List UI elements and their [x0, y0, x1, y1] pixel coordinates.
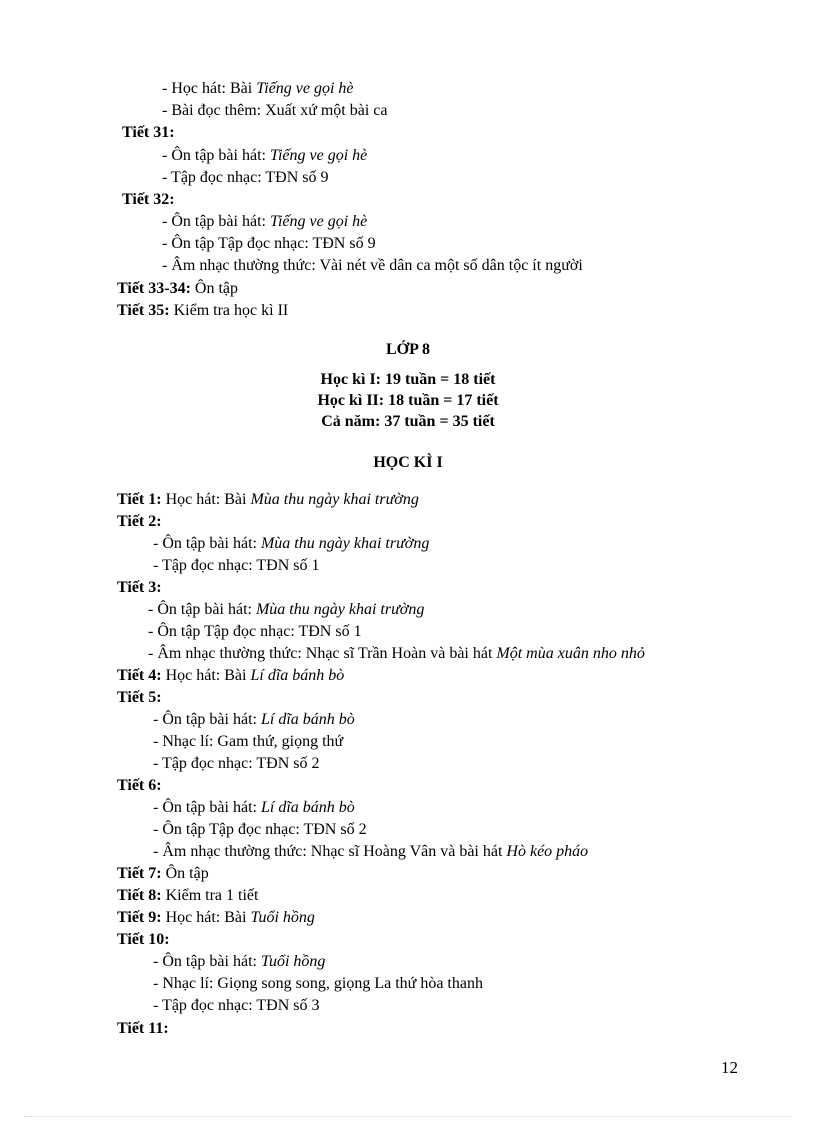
song-title: Mùa thu ngày khai trường: [260, 535, 430, 552]
song-title: Lí dĩa bánh bò: [260, 799, 355, 816]
lesson-line: [117, 907, 315, 929]
lesson-text: Học hát: Bài: [161, 491, 251, 508]
lesson-line: [117, 1018, 169, 1040]
summary-semester-1: Học kì I: 19 tuần = 18 tiết: [320, 371, 496, 388]
lesson-line: [117, 511, 162, 533]
list-item-text: - Ôn tập bài hát:: [153, 535, 261, 552]
list-item: [162, 233, 376, 255]
lesson-label: Tiết 1:: [117, 491, 162, 508]
lesson-text: Học hát: Bài: [161, 909, 251, 926]
list-item-text: - Bài đọc thêm: Xuất xứ một bài ca: [162, 102, 388, 119]
lesson-label: Tiết 3:: [117, 579, 162, 596]
list-item: [153, 797, 355, 819]
list-item: [153, 709, 355, 731]
lesson-line: [117, 929, 170, 951]
list-item-text: - Ôn tập Tập đọc nhạc: TĐN số 2: [153, 821, 367, 838]
list-item: [153, 533, 429, 555]
lesson-line: [117, 665, 344, 687]
list-item: [148, 621, 362, 643]
lesson-label: Tiết 32:: [122, 191, 175, 208]
lesson-line: [122, 122, 175, 144]
lesson-label: Tiết 11:: [117, 1020, 169, 1037]
list-item: [153, 995, 319, 1017]
song-title: Mùa thu ngày khai trường: [255, 601, 425, 618]
lesson-label: Tiết 10:: [117, 931, 170, 948]
lesson-line: [117, 489, 419, 511]
list-item-text: - Học hát: Bài: [162, 80, 257, 97]
list-item: [148, 643, 645, 665]
list-item: [153, 951, 325, 973]
list-item-text: - Ôn tập bài hát:: [162, 213, 270, 230]
list-item: [162, 255, 583, 277]
list-item-text: - Tập đọc nhạc: TĐN số 9: [162, 169, 329, 186]
list-item: [153, 973, 483, 995]
song-title: Tiếng ve gọi hè: [269, 147, 368, 164]
list-item-text: - Ôn tập bài hát:: [153, 799, 261, 816]
lesson-text: Ôn tập: [161, 865, 209, 882]
page-number: 12: [721, 1058, 738, 1077]
list-item: [153, 555, 319, 577]
lesson-label: Tiết 8:: [117, 887, 162, 904]
list-item-text: - Ôn tập bài hát:: [162, 147, 270, 164]
list-item: [162, 100, 388, 122]
song-title: Tiếng ve gọi hè: [269, 213, 368, 230]
lesson-label: Tiết 35:: [117, 302, 170, 319]
lesson-line: [117, 278, 238, 300]
lesson-line: [117, 577, 162, 599]
lesson-line: [117, 885, 258, 907]
song-title: Tuổi hồng: [260, 953, 326, 970]
song-title: Một mùa xuân nho nhỏ: [496, 645, 645, 662]
song-title: Lí dĩa bánh bò: [260, 711, 355, 728]
song-title: Mùa thu ngày khai trường: [250, 491, 419, 508]
lesson-line: [117, 687, 162, 709]
song-title: Lí dĩa bánh bò: [250, 667, 345, 684]
list-item: [148, 599, 424, 621]
lesson-text: Ôn tập: [190, 280, 239, 297]
lesson-line: [117, 863, 209, 885]
list-item-text: - Tập đọc nhạc: TĐN số 1: [153, 557, 320, 574]
list-item-text: - Ôn tập Tập đọc nhạc: TĐN số 9: [162, 235, 376, 252]
lesson-label: Tiết 9:: [117, 909, 162, 926]
list-item: [153, 819, 367, 841]
song-title: Tiếng ve gọi hè: [256, 80, 354, 97]
summary-semester-2: Học kì II: 18 tuần = 17 tiết: [317, 392, 499, 409]
song-title: Hò kéo pháo: [506, 843, 589, 860]
song-title: Tuổi hồng: [250, 909, 315, 926]
lesson-label: Tiết 6:: [117, 777, 162, 794]
list-item: [162, 78, 354, 100]
list-item-text: - Ôn tập bài hát:: [153, 953, 261, 970]
list-item-text: - Âm nhạc thường thức: Nhạc sĩ Hoàng Vân và bài hát: [153, 843, 507, 860]
lesson-text: Kiểm tra học kì II: [169, 302, 289, 319]
list-item-text: - Tập đọc nhạc: TĐN số 3: [153, 997, 320, 1014]
list-item: [153, 841, 588, 863]
lesson-text: Kiểm tra 1 tiết: [161, 887, 259, 904]
list-item: [153, 753, 319, 775]
list-item: [162, 167, 328, 189]
lesson-text: Học hát: Bài: [161, 667, 251, 684]
list-item-text: - Âm nhạc thường thức: Nhạc sĩ Trần Hoàn và bài hát: [148, 645, 497, 662]
list-item: [162, 211, 367, 233]
lesson-label: Tiết 2:: [117, 513, 162, 530]
lesson-label: Tiết 33-34:: [117, 280, 191, 297]
list-item-text: - Nhạc lí: Gam thứ, giọng thứ: [153, 733, 344, 750]
list-item-text: - Nhạc lí: Giọng song song, giọng La thứ hòa thanh: [153, 975, 483, 992]
list-item-text: - Ôn tập bài hát:: [148, 601, 256, 618]
list-item: [153, 731, 343, 753]
list-item-text: - Ôn tập Tập đọc nhạc: TĐN số 1: [148, 623, 362, 640]
class-heading: LỚP 8: [385, 341, 430, 358]
list-item-text: - Âm nhạc thường thức: Vài nét về dân ca một số dân tộc ít người: [162, 257, 583, 274]
lesson-line: [117, 300, 288, 322]
list-item-text: - Tập đọc nhạc: TĐN số 2: [153, 755, 320, 772]
semester-heading: HỌC KÌ I: [373, 454, 443, 471]
lesson-label: Tiết 31:: [122, 124, 175, 141]
page-bottom-divider: [24, 1116, 792, 1117]
lesson-label: Tiết 7:: [117, 865, 162, 882]
lesson-line: [122, 189, 175, 211]
list-item-text: - Ôn tập bài hát:: [153, 711, 261, 728]
lesson-line: [117, 775, 162, 797]
lesson-label: Tiết 4:: [117, 667, 162, 684]
summary-year: Cả năm: 37 tuần = 35 tiết: [321, 413, 495, 430]
list-item: [162, 145, 367, 167]
lesson-label: Tiết 5:: [117, 689, 162, 706]
